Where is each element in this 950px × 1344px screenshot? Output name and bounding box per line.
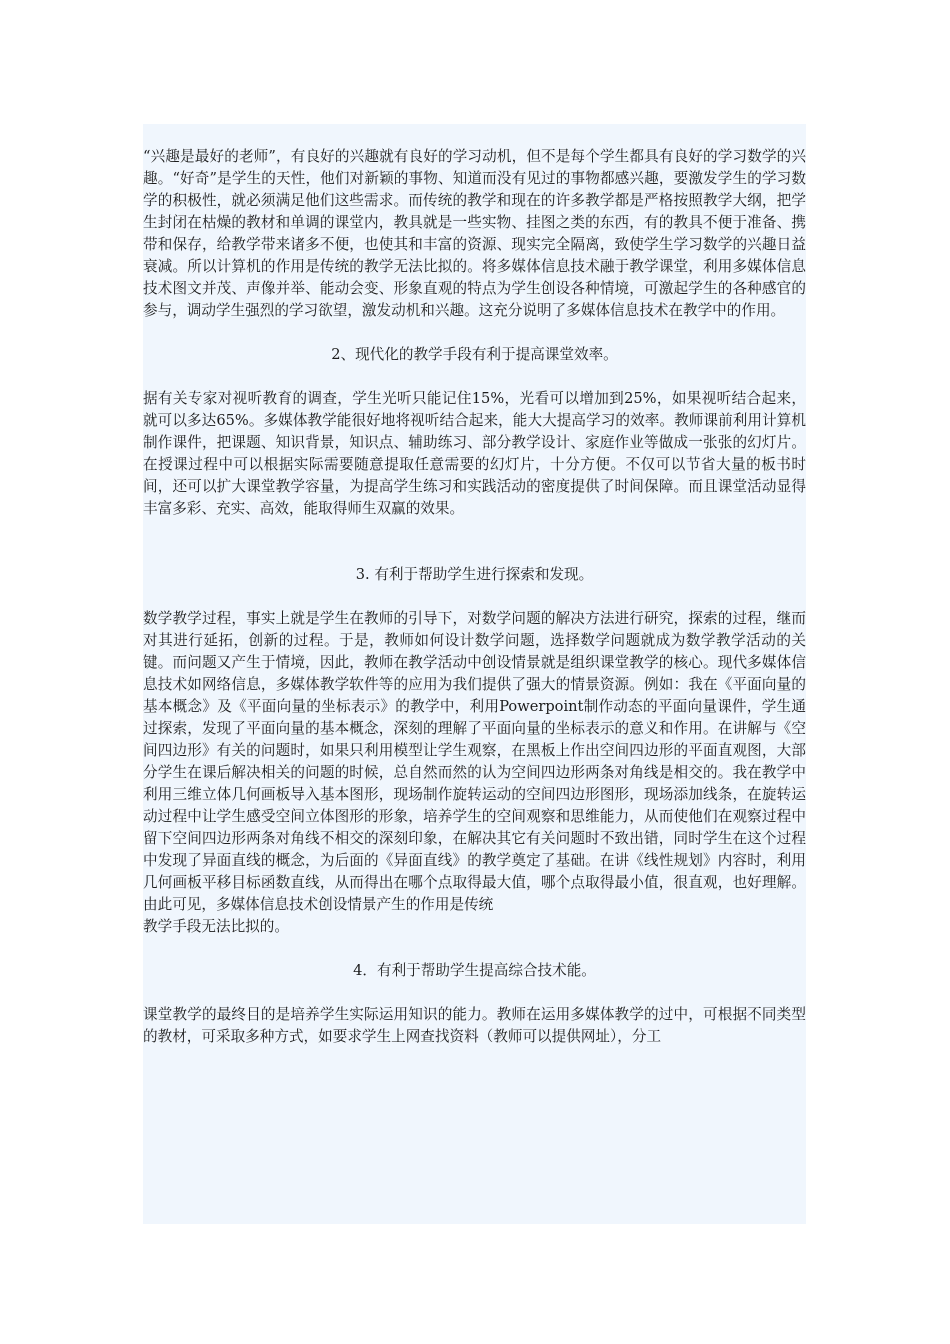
paragraph-exploration <box>143 608 806 938</box>
document-body <box>143 146 806 1048</box>
section-heading-3: 3. 有利于帮助学生进行探索和发现。 <box>355 566 594 583</box>
paragraph-exploration-tail: 教学手段无法比拟的。 <box>143 918 289 935</box>
section-heading-4: 4．有利于帮助学生提高综合技术能。 <box>353 962 596 979</box>
paragraph-skills: 课堂教学的最终目的是培养学生实际运用知识的能力。教师在运用多媒体教学的过中，可根据不同类型的教材，可采取多种方式，如要求学生上网查找资料（教师可以提供网址），分工 <box>143 1006 806 1045</box>
paragraph-efficiency: 据有关专家对视听教育的调查，学生光听只能记住15%，光看可以增加到25%，如果视听结合起来，就可以多达65%。多媒体教学能很好地将视听结合起来，能大大提高学习的效率。教师课前利用计算机制作课件，把课题、知识背景，知识点、辅助练习、部分教学设计、家庭作业等做成一张张的幻灯片。在授课过程中可以根据实际需要随意提取任意需要的幻灯片，十分方便。不仅可以节省大量的板书时间，还可以扩大课堂教学容量，为提高学生练习和实践活动的密度提供了时间保障。而且课堂活动显得丰富多彩、充实、高效，能取得师生双赢的效果。 <box>143 390 806 517</box>
paragraph-interest: “兴趣是最好的老师”，有良好的兴趣就有良好的学习动机，但不是每个学生都具有良好的学习数学的兴趣。“好奇”是学生的天性，他们对新颖的事物、知道而没有见过的事物都感兴趣，要激发学生的学习数学的积极性，就必须满足他们这些需求。而传统的教学和现在的许多教学都是严格按照教学大纲，把学生封闭在枯燥的教材和单调的课堂内，教具就是一些实物、挂图之类的东西，有的教具不便于准备、携带和保存，给教学带来诸多不便，也使其和丰富的资源、现实完全隔离，致使学生学习数学的兴趣日益衰减。所以计算机的作用是传统的教学无法比拟的。将多媒体信息技术融于教学课堂，利用多媒体信息技术图文并茂、声像并举、能动会变、形象直观的特点为学生创设各种情境，可激起学生的各种感官的参与，调动学生强烈的学习欲望，激发动机和兴趣。这充分说明了多媒体信息技术在教学中的作用。 <box>143 148 806 319</box>
paragraph-exploration-body: 数学教学过程，事实上就是学生在教师的引导下，对数学问题的解决方法进行研究，探索的过程，继而对其进行延拓，创新的过程。于是，教师如何设计数学问题，选择数学问题就成为数学教学活动的关键。而问题又产生于情境，因此，教师在教学活动中创设情景就是组织课堂教学的核心。现代多媒体信息技术如网络信息，多媒体教学软件等的应用为我们提供了强大的情景资源。例如：我在《平面向量的基本概念》及《平面向量的坐标表示》的教学中，利用Powerpoint制作动态的平面向量课件，学生通过探索，发现了平面向量的基本概念，深刻的理解了平面向量的坐标表示的意义和作用。在讲解与《空间四边形》有关的问题时，如果只利用模型让学生观察，在黑板上作出空间四边形的平面直观图，大部分学生在课后解决相关的问题的时候，总自然而然的认为空间四边形两条对角线是相交的。我在教学中利用三维立体几何画板导入基本图形，现场制作旋转运动的空间四边形图形，现场添加线条，在旋转运动过程中让学生感受空间立体图形的形象，培养学生的空间观察和思维能力，从而使他们在观察过程中留下空间四边形两条对角线不相交的深刻印象，在解决其它有关问题时不致出错，同时学生在这个过程中发现了异面直线的概念，为后面的《异面直线》的教学奠定了基础。在讲《线性规划》内容时，利用几何画板平移目标函数直线，从而得出在哪个点取得最大值，哪个点取得最小值，很直观，也好理解。由此可见，多媒体信息技术创设情景产生的作用是传统 <box>143 610 806 913</box>
section-heading-2: 2、现代化的教学手段有利于提高课堂效率。 <box>331 346 618 363</box>
